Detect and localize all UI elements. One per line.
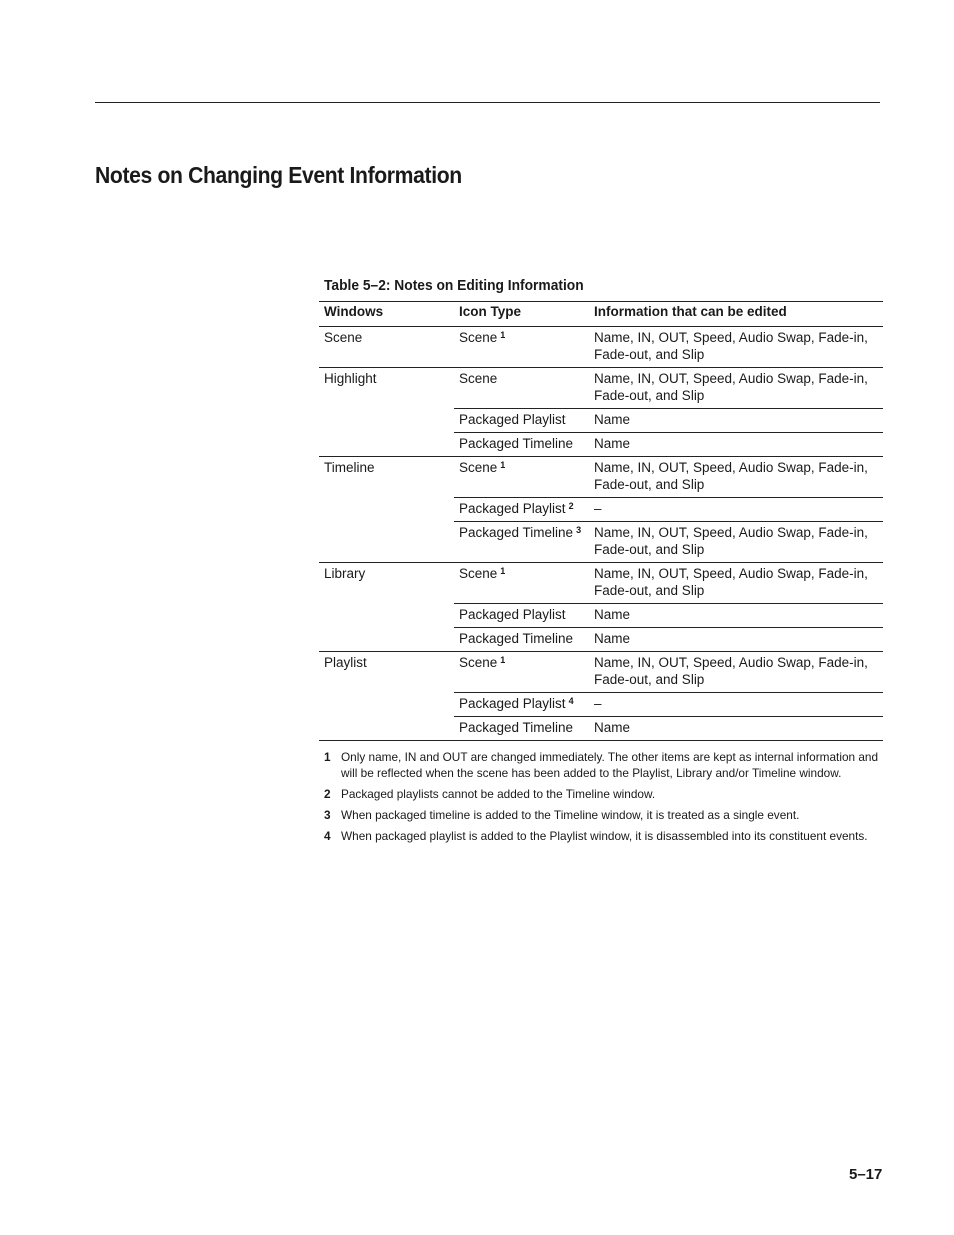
icon-type-label: Scene [459,460,498,475]
icon-type-cell [454,693,589,717]
icon-type-label: Packaged Timeline [459,631,574,646]
editable-info-cell: Name, IN, OUT, Speed, Audio Swap, Fade-in, Fade-out, and Slip [589,652,883,693]
footnote-text: When packaged timeline is added to the Timeline window, it is treated as a single event. [341,808,800,822]
footnote-number: 3 [324,808,331,822]
window-cell: Timeline [319,457,454,563]
icon-type-cell [454,498,589,522]
page-number: 5–17 [849,1166,883,1183]
table-row [319,457,883,498]
table-header-row [319,302,883,327]
window-cell: Library [319,563,454,652]
page-title: Notes on Changing Event Information [95,162,462,188]
icon-type-cell [454,409,589,433]
icon-type-label: Scene [459,655,498,670]
table-block [319,277,883,849]
table-row [319,327,883,368]
table-row [319,652,883,693]
icon-type-label: Packaged Timeline [459,436,574,451]
icon-type-cell [454,563,589,604]
table-body [319,327,883,741]
footnotes [319,749,883,844]
header-windows: Windows [319,302,454,327]
icon-type-label: Scene [459,330,498,345]
editable-info-cell: Name, IN, OUT, Speed, Audio Swap, Fade-in, Fade-out, and Slip [589,457,883,498]
icon-type-cell [454,652,589,693]
editable-info-cell: Name [589,628,883,652]
footnote [319,828,883,844]
icon-type-label: Scene [459,566,498,581]
footnote-ref: 1 [500,330,506,340]
footnote-text: When packaged playlist is added to the Playlist window, it is disassembled into its constituent events. [341,829,868,843]
footnote-ref: 1 [500,460,506,470]
header-icon-type: Icon Type [454,302,589,327]
icon-type-label: Scene [459,371,498,386]
editable-info-cell: – [589,498,883,522]
footnote [319,786,883,802]
icon-type-cell [454,457,589,498]
icon-type-label: Packaged Playlist [459,696,566,711]
table-row [319,368,883,409]
editable-info-cell: – [589,693,883,717]
icon-type-cell [454,604,589,628]
window-cell: Playlist [319,652,454,741]
window-cell: Highlight [319,368,454,457]
icon-type-label: Packaged Playlist [459,501,566,516]
editable-info-cell: Name [589,433,883,457]
editable-info-cell: Name [589,409,883,433]
editing-info-table [319,301,883,741]
footnote-ref: 4 [568,696,574,706]
footnote-number: 2 [324,787,331,801]
table-row [319,563,883,604]
icon-type-cell [454,628,589,652]
editable-info-cell: Name, IN, OUT, Speed, Audio Swap, Fade-in, Fade-out, and Slip [589,522,883,563]
icon-type-cell [454,433,589,457]
icon-type-label: Packaged Timeline [459,720,574,735]
editable-info-cell: Name, IN, OUT, Speed, Audio Swap, Fade-in, Fade-out, and Slip [589,368,883,409]
icon-type-label: Packaged Timeline [459,525,574,540]
footnote-ref: 1 [500,566,506,576]
editable-info-cell: Name [589,717,883,741]
editable-info-cell: Name [589,604,883,628]
footnote-ref: 3 [576,525,582,535]
header-rule [95,102,880,103]
footnote [319,749,883,781]
icon-type-cell [454,522,589,563]
footnote-ref: 2 [568,501,574,511]
icon-type-cell [454,327,589,368]
icon-type-label: Packaged Playlist [459,412,566,427]
window-cell: Scene [319,327,454,368]
footnote-text: Only name, IN and OUT are changed immediately. The other items are kept as internal information and will be reflected when the scene has been added to the Playlist, Library and/or Timeline window. [341,750,879,780]
footnote-text: Packaged playlists cannot be added to the Timeline window. [341,787,656,801]
footnote [319,807,883,823]
footnote-ref: 1 [500,655,506,665]
editable-info-cell: Name, IN, OUT, Speed, Audio Swap, Fade-in, Fade-out, and Slip [589,563,883,604]
table-caption: Table 5–2: Notes on Editing Information [324,277,584,294]
editable-info-cell: Name, IN, OUT, Speed, Audio Swap, Fade-in, Fade-out, and Slip [589,327,883,368]
footnote-number: 4 [324,829,331,843]
icon-type-cell [454,717,589,741]
header-information: Information that can be edited [589,302,883,327]
icon-type-label: Packaged Playlist [459,607,566,622]
icon-type-cell [454,368,589,409]
footnote-number: 1 [324,750,331,764]
